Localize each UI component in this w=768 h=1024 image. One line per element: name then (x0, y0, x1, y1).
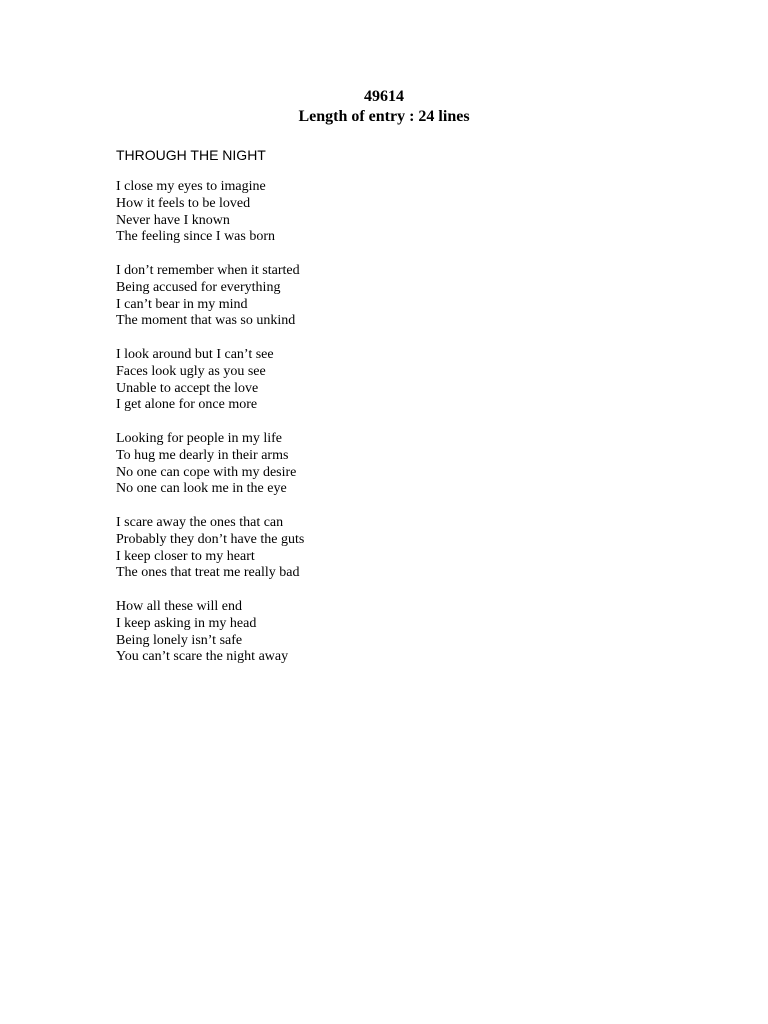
poem-line: To hug me dearly in their arms (116, 447, 289, 463)
poem-line: Probably they don’t have the guts (116, 531, 305, 547)
poem-line: The moment that was so unkind (116, 313, 296, 329)
poem-line: I close my eyes to imagine (116, 179, 266, 194)
poem-line: Unable to accept the love (116, 380, 259, 396)
poem-line: No one can look me in the eye (116, 481, 287, 497)
poem-line: How it feels to be loved (116, 195, 251, 211)
stanza-2 (116, 263, 304, 330)
poem-body (116, 179, 304, 683)
poem-line: I don’t remember when it started (116, 262, 300, 278)
poem-line: The ones that treat me really bad (116, 565, 300, 581)
poem-line: Being lonely isn’t safe (116, 632, 243, 648)
poem-line: I keep closer to my heart (116, 548, 255, 564)
poem-line: I scare away the ones that can (116, 514, 284, 530)
poem-line: Never have I known (116, 212, 230, 228)
poem-line: How all these will end (116, 598, 242, 614)
poem-line: I get alone for once more (116, 397, 258, 413)
stanza-1 (116, 179, 304, 246)
poem-line: Being accused for everything (116, 279, 281, 295)
poem-title: THROUGH THE NIGHT (116, 147, 266, 163)
poem-line: I look around but I can’t see (116, 346, 274, 362)
stanza-6 (116, 599, 304, 666)
entry-length: Length of entry : 24 lines (298, 108, 470, 125)
poem-line: Looking for people in my life (116, 430, 283, 446)
poem-line: You can’t scare the night away (116, 649, 289, 665)
stanza-4 (116, 431, 304, 498)
stanza-3 (116, 347, 304, 414)
poem-line: I keep asking in my head (116, 615, 257, 631)
stanza-5 (116, 515, 304, 582)
entry-id: 49614 (364, 88, 404, 105)
poem-line: No one can cope with my desire (116, 464, 297, 480)
entry-header (0, 87, 768, 127)
poem-line: The feeling since I was born (116, 229, 275, 245)
poem-line: Faces look ugly as you see (116, 363, 266, 379)
poem-line: I can’t bear in my mind (116, 296, 248, 312)
